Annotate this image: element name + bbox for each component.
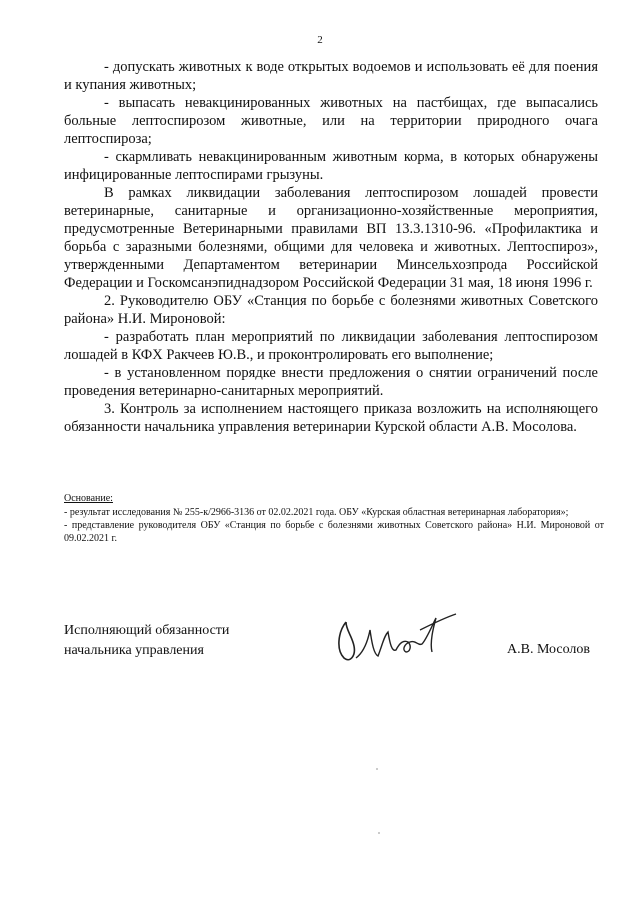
basis-item: - представление руководителя ОБУ «Станция по борьбе с болезнями животных Советского района» Н.И. Мироновой от 09.02.2021 г. <box>64 520 604 544</box>
scan-speck <box>376 768 378 770</box>
paragraph-grazing: - выпасать невакцинированных животных на пастбищах, где выпасались больные лептоспирозом животные, или на территории природного очага лептоспироза; <box>64 95 598 147</box>
page-number: 2 <box>317 34 323 46</box>
basis-heading: Основание: <box>64 493 113 504</box>
paragraph-feeding: - скармливать невакцинированным животным корма, в которых обнаружены инфицированные лептоспирами грызуны. <box>64 149 598 183</box>
paragraph-measures: В рамках ликвидации заболевания лептоспирозом лошадей провести ветеринарные, санитарные и организационно-хозяйственные мероприятия, предусмотренные Ветеринарными правилами ВП 13.3.1310-96. «Профилактика и борьба с заразными болезнями, общими для человека и животных. Лептоспироз», утвержденными Департаментом ветеринарии Минсельхозпрода Российской Федерации и Госкомсанэпиднадзором Российской Федерации 31 мая, 18 июня 1996 г. <box>64 185 598 291</box>
signatory-title-line: начальника управления <box>64 643 204 658</box>
paragraph-plan: - разработать план мероприятий по ликвидации заболевания лептоспирозом лошадей в КФХ Ракчеев Ю.В., и проконтролировать его выполнение; <box>64 329 598 363</box>
paragraph-restrictions: - в установленном порядке внести предложения о снятии ограничений после проведения ветеринарно-санитарных мероприятий. <box>64 365 598 399</box>
order-body <box>64 58 598 436</box>
basis-item: - результат исследования № 255-к/2966-3136 от 02.02.2021 года. ОБУ «Курская областная ветеринарная лаборатория»; <box>64 507 569 518</box>
signatory-title <box>64 621 229 661</box>
scan-speck <box>378 832 380 834</box>
basis-section <box>64 492 604 545</box>
signatory-name: А.В. Мосолов <box>507 642 591 657</box>
handwritten-signature <box>332 600 462 670</box>
paragraph-item-2: 2. Руководителю ОБУ «Станция по борьбе с болезнями животных Советского района» Н.И. Мироновой: <box>64 293 598 327</box>
signatory-title-line: Исполняющий обязанности <box>64 623 230 638</box>
paragraph-watering: - допускать животных к воде открытых водоемов и использовать её для поения и купания животных; <box>64 59 598 93</box>
paragraph-item-3: 3. Контроль за исполнением настоящего приказа возложить на исполняющего обязанности начальника управления ветеринарии Курской области А.В. Мосолова. <box>64 401 598 435</box>
